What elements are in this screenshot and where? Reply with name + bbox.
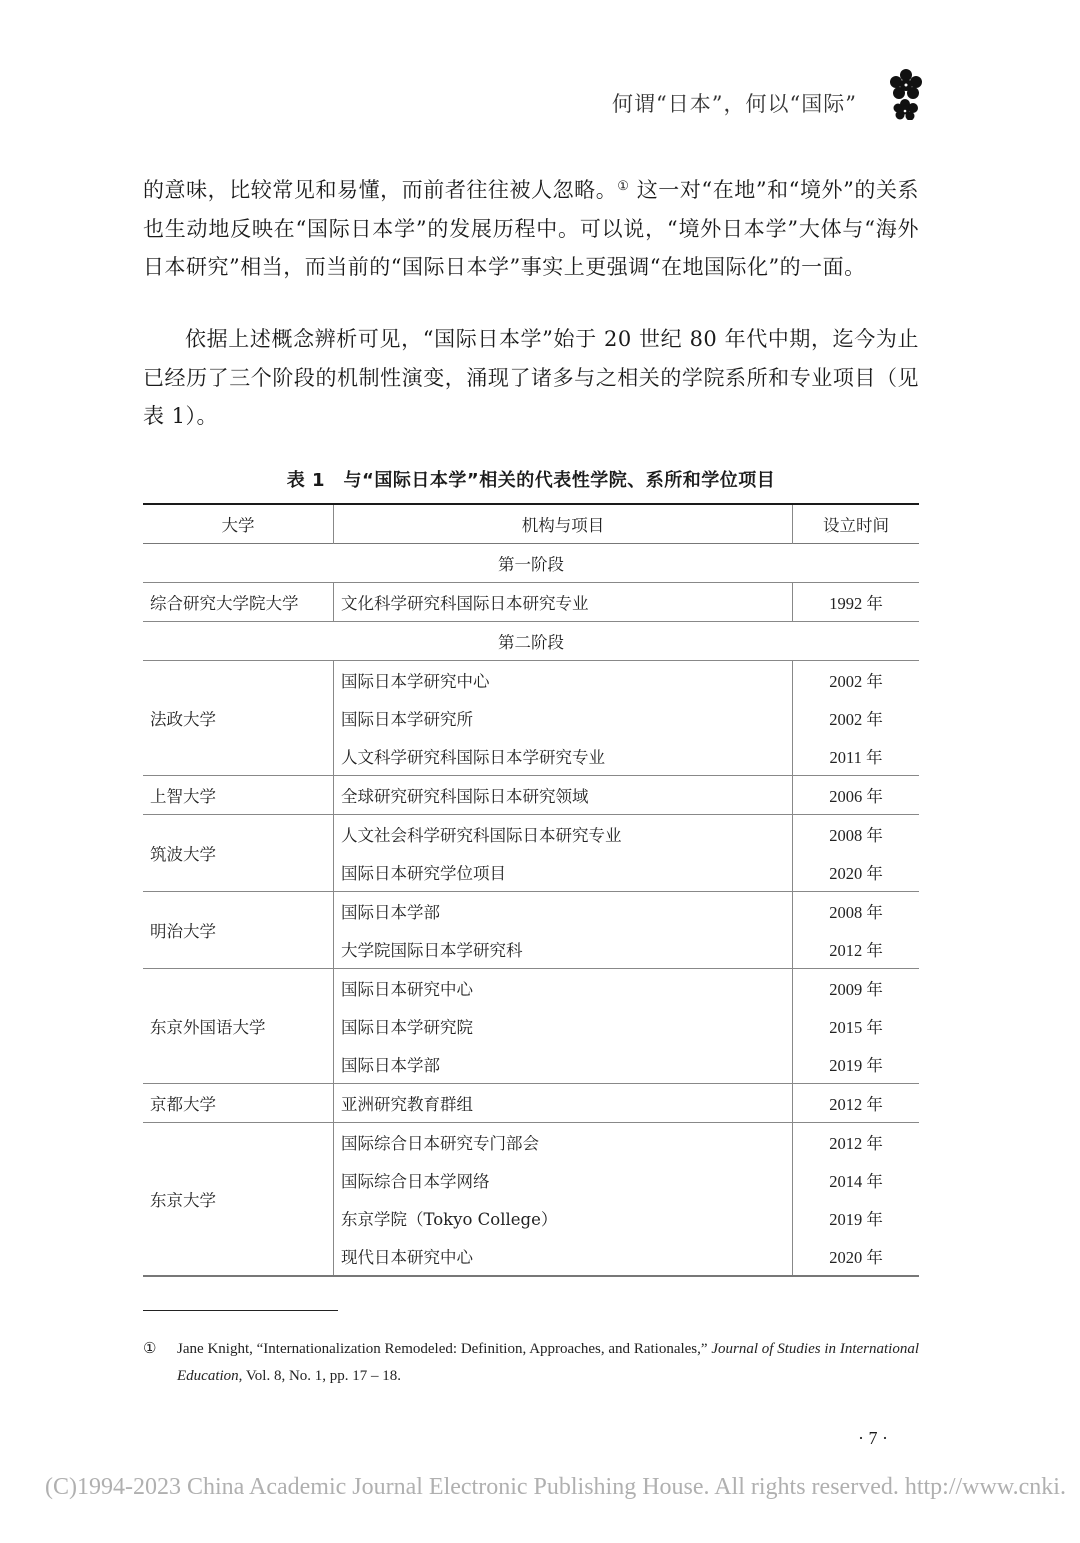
stage-row — [143, 544, 919, 583]
cell-year: 1992 年 — [793, 583, 920, 622]
cell-institution: 东京学院（Tokyo College） — [334, 1199, 793, 1237]
table-header-row — [143, 504, 919, 544]
cell-university: 东京外国语大学 — [143, 969, 334, 1084]
table-row — [143, 583, 919, 622]
cell-university: 筑波大学 — [143, 815, 334, 892]
cell-year: 2008 年 — [829, 826, 883, 845]
table-body — [143, 544, 919, 1277]
header-institution: 机构与项目 — [334, 504, 793, 544]
stage-label: 第一阶段 — [143, 544, 919, 583]
table-row — [143, 969, 919, 1008]
cell-institution: 国际日本学研究所 — [334, 699, 793, 737]
table-row — [143, 1084, 919, 1123]
cell-university: 上智大学 — [143, 776, 334, 815]
cell-year: 2009 年 — [829, 980, 883, 999]
cell-institution: 全球研究研究科国际日本研究领域 — [334, 776, 793, 815]
cell-institution: 国际日本研究中心 — [334, 969, 793, 1008]
cell-university: 法政大学 — [143, 661, 334, 776]
cell-year: 2008 年 — [829, 903, 883, 922]
cell-year: 2012 年 — [793, 1084, 920, 1123]
cell-institution: 国际日本研究学位项目 — [334, 853, 793, 892]
cell-university: 综合研究大学院大学 — [143, 583, 334, 622]
header-university: 大学 — [143, 504, 334, 544]
cell-university: 明治大学 — [143, 892, 334, 969]
institutions-table — [143, 503, 919, 1277]
header-year: 设立时间 — [823, 516, 889, 535]
cell-institution: 大学院国际日本学研究科 — [334, 930, 793, 969]
journal-title: Journal of Studies in International Education — [177, 1341, 919, 1384]
cell-year: 2014 年 — [829, 1172, 883, 1191]
cell-institution: 现代日本研究中心 — [334, 1237, 793, 1276]
cell-institution: 文化科学研究科国际日本研究专业 — [334, 583, 793, 622]
cell-university: 东京大学 — [143, 1123, 334, 1277]
copyright-watermark: (C)1994-2023 China Academic Journal Electronic Publishing House. All rights reserved. http://www.cnki. — [45, 1474, 1066, 1500]
body-paragraph-1 — [143, 168, 919, 287]
cell-institution: 国际综合日本学网络 — [334, 1161, 793, 1199]
body-paragraph-2: 依据上述概念辨析可见，“国际日本学”始于 20 世纪 80 年代中期，迄今为止已经历了三个阶段的机制性演变，涌现了诸多与之相关的学院系所和专业项目（见表 1）。 — [143, 327, 919, 428]
cell-institution: 国际综合日本研究专门部会 — [334, 1123, 793, 1162]
page-number: · 7 · — [858, 1428, 888, 1448]
footnote-mark: ① — [143, 1341, 157, 1357]
cell-university: 京都大学 — [143, 1084, 334, 1123]
cell-year: 2002 年 — [829, 672, 883, 691]
footnote — [143, 1336, 919, 1390]
table-row — [143, 776, 919, 815]
footnote-ref[interactable]: ① — [617, 179, 630, 194]
cell-year: 2019 年 — [829, 1210, 883, 1229]
paragraph-text: 这一对“在地”和“境外”的关系也生动地反映在“国际日本学”的发展历程中。可以说，“境外日本学”大体与“海外日本研究”相当，而当前的“国际日本学”事实上更强调“在地国际化”的一面。 — [143, 178, 920, 279]
table-row — [143, 815, 919, 854]
cell-institution: 国际日本学研究中心 — [334, 661, 793, 700]
stage-row — [143, 622, 919, 661]
cell-year: 2020 年 — [793, 853, 920, 892]
cell-year: 2011 年 — [793, 737, 920, 776]
table-row — [143, 1123, 919, 1162]
cell-year: 2012 年 — [793, 930, 920, 969]
table-row — [143, 661, 919, 700]
running-title: 何谓“日本”，何以“国际” — [612, 92, 857, 116]
cell-institution: 国际日本学研究院 — [334, 1007, 793, 1045]
footnote-divider — [143, 1310, 338, 1311]
cell-year: 2019 年 — [793, 1045, 920, 1084]
cell-year: 2020 年 — [793, 1237, 920, 1276]
cell-institution: 人文科学研究科国际日本学研究专业 — [334, 737, 793, 776]
footnote-text: Jane Knight, “Internationalization Remodeled: Definition, Approaches, and Rationales,” — [177, 1341, 712, 1357]
flower-icon — [886, 68, 926, 120]
paragraph-text: 的意味，比较常见和易懂，而前者往往被人忽略。 — [143, 178, 618, 202]
footnote-text-end: , Vol. 8, No. 1, pp. 17 – 18. — [238, 1368, 402, 1384]
table-caption: 表 1 与“国际日本学”相关的代表性学院、系所和学位项目 — [286, 470, 776, 491]
cell-institution: 亚洲研究教育群组 — [334, 1084, 793, 1123]
cell-year: 2012 年 — [829, 1134, 883, 1153]
cell-institution: 国际日本学部 — [334, 1045, 793, 1084]
table-row — [143, 892, 919, 931]
cell-institution: 国际日本学部 — [334, 892, 793, 931]
cell-year: 2006 年 — [793, 776, 920, 815]
cell-year: 2002 年 — [829, 710, 883, 729]
cell-institution: 人文社会科学研究科国际日本研究专业 — [334, 815, 793, 854]
cell-year: 2015 年 — [829, 1018, 883, 1037]
stage-label: 第二阶段 — [143, 622, 919, 661]
